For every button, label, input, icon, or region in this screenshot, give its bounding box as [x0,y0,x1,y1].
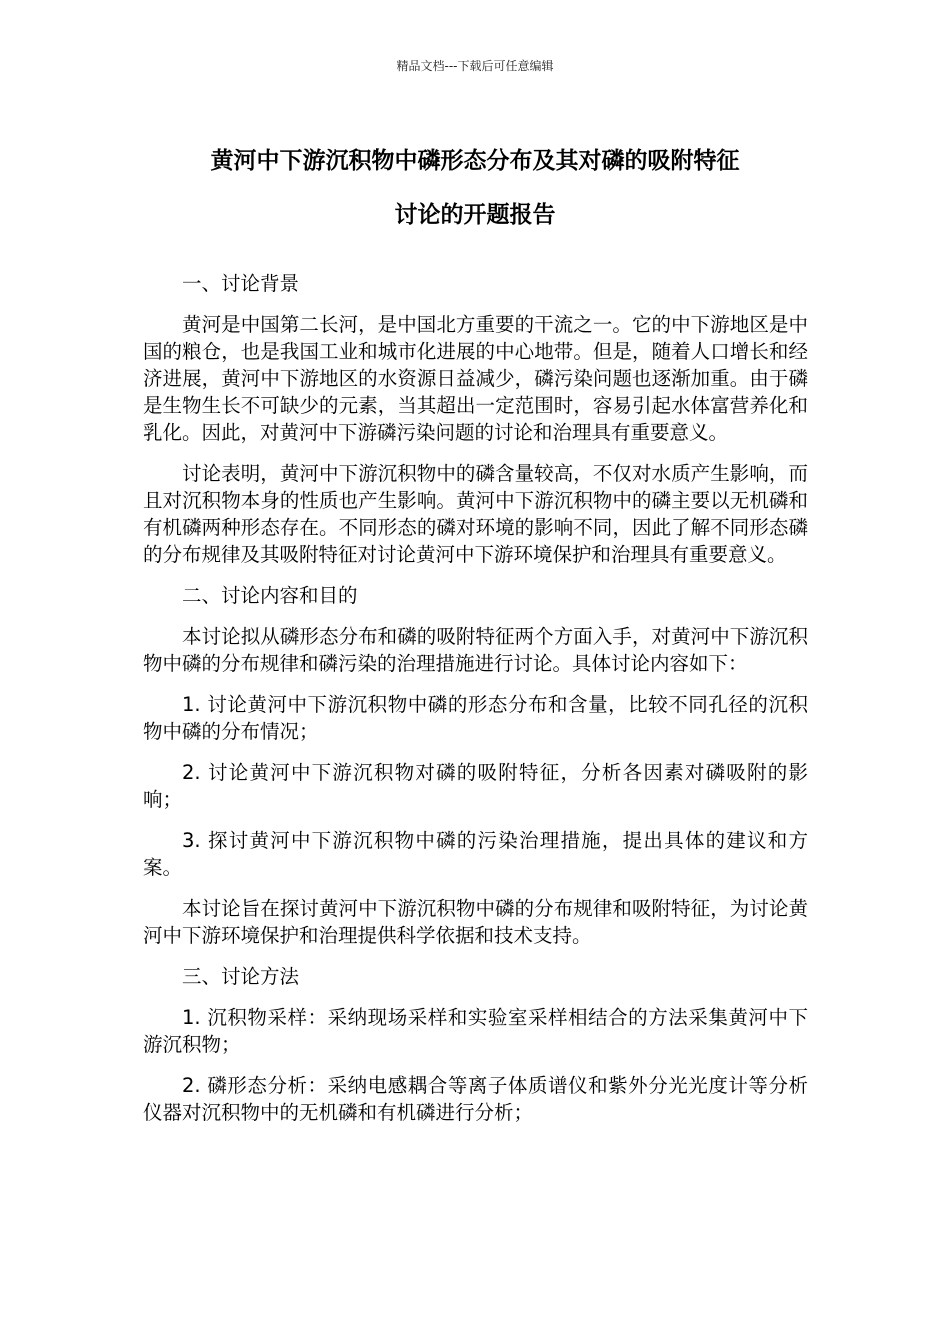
header-note: 精品文档---下载后可任意编辑 [396,59,554,73]
document-title-line-1: 黄河中下游沉积物中磷形态分布及其对磷的吸附特征 [210,148,740,174]
document-body [143,270,808,1140]
document-title-line-2: 讨论的开题报告 [394,202,556,228]
section-heading-background: 一、讨论背景 [182,272,300,295]
list-item-method-2: 2. 磷形态分析：采纳电感耦合等离子体质谱仪和紫外分光光度计等分析仪器对沉积物中的无机磷和有机磷进行分析； [143,1074,808,1124]
list-item-content-3: 3. 探讨黄河中下游沉积物中磷的污染治理措施，提出具体的建议和方案。 [143,829,808,879]
list-item-content-2: 2. 讨论黄河中下游沉积物对磷的吸附特征，分析各因素对磷吸附的影响； [143,761,808,811]
paragraph-background-1: 黄河是中国第二长河，是中国北方重要的干流之一。它的中下游地区是中国的粮仓，也是我国工业和城市化进展的中心地带。但是，随着人口增长和经济进展，黄河中下游地区的水资源日益减少，磷污染问题也逐渐加重。由于磷是生物生长不可缺少的元素，当其超出一定范围时，容易引起水体富营养化和乳化。因此，对黄河中下游磷污染问题的讨论和治理具有重要意义。 [143,313,808,444]
paragraph-content-intro: 本讨论拟从磷形态分布和磷的吸附特征两个方面入手，对黄河中下游沉积物中磷的分布规律和磷污染的治理措施进行讨论。具体讨论内容如下： [143,625,808,675]
section-heading-method: 三、讨论方法 [182,965,300,988]
section-heading-content: 二、讨论内容和目的 [182,584,358,607]
list-item-content-1: 1. 讨论黄河中下游沉积物中磷的形态分布和含量，比较不同孔径的沉积物中磷的分布情况； [143,693,808,743]
paragraph-background-2: 讨论表明，黄河中下游沉积物中的磷含量较高，不仅对水质产生影响，而且对沉积物本身的性质也产生影响。黄河中下游沉积物中的磷主要以无机磷和有机磷两种形态存在。不同形态的磷对环境的影响不同，因此了解不同形态磷的分布规律及其吸附特征对讨论黄河中下游环境保护和治理具有重要意义。 [143,462,808,566]
paragraph-content-goal: 本讨论旨在探讨黄河中下游沉积物中磷的分布规律和吸附特征，为讨论黄河中下游环境保护和治理提供科学依据和技术支持。 [143,897,808,947]
list-item-method-1: 1. 沉积物采样：采纳现场采样和实验室采样相结合的方法采集黄河中下游沉积物； [143,1006,808,1056]
